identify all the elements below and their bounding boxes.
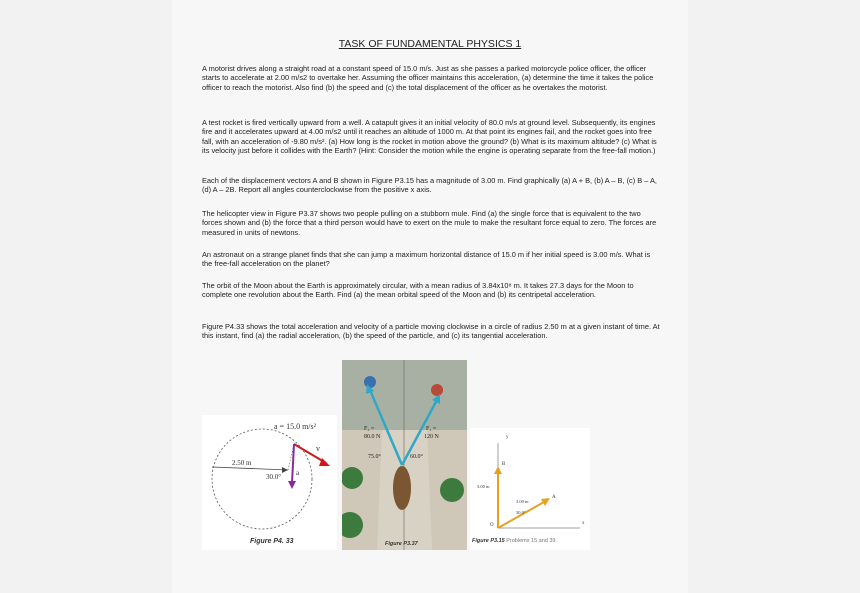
- figure-p4-33-diagram: [202, 415, 337, 550]
- document-page: [172, 0, 688, 593]
- problem-5-text: An astronaut on a strange planet finds that she can jump a maximum horizontal distance of 15.0 m if her initial speed is 3.00 m/s. What is the free-fall acceleration on the planet?: [202, 250, 651, 269]
- problem-4-text: The helicopter view in Figure P3.37 shows two people pulling on a stubborn mule. Find (a) the single force that is equivalent to the two forces shown and (b) the force that a third person would have to exert on the mule to make the resultant force equal to zero. The forces are measured in units of newtons.: [202, 209, 657, 237]
- acceleration-arrow: [292, 444, 294, 483]
- y-axis-label: y: [506, 435, 509, 440]
- angle-label: 30.0°: [266, 473, 282, 481]
- angle-60-label: 60.0°: [410, 454, 423, 460]
- vector-b-arrowhead: [494, 466, 502, 474]
- figure-p4-33-caption: Figure P4. 33: [250, 538, 294, 545]
- angle-label: 30.0°: [516, 510, 526, 515]
- acceleration-vector-label: a: [296, 469, 300, 477]
- vector-b-label: B: [502, 462, 506, 467]
- person-left: [364, 376, 376, 388]
- orbit-circle: [212, 429, 312, 529]
- f1-value: 120 N: [424, 434, 439, 440]
- problem-6-text: The orbit of the Moon about the Earth is approximately circular, with a mean radius of 3.84x10⁸ m. It takes 27.3 days for the Moon to complete one revolution about the Earth. Find (a) the mean orbital speed of the Moon and (b) its centripetal acceleration.: [202, 281, 634, 300]
- x-axis-label: x: [582, 521, 585, 526]
- mule: [393, 466, 411, 510]
- velocity-label: v: [316, 444, 320, 453]
- figure-p3-15-caption: [472, 538, 557, 544]
- person-right: [431, 384, 443, 396]
- figure-p3-37: [342, 360, 467, 550]
- figure-p4-33: [202, 415, 337, 550]
- f1-label: F₁ =: [426, 426, 437, 432]
- vector-a-label: A: [552, 495, 556, 500]
- f2-label: F₂ =: [364, 426, 375, 432]
- angle-75-label: 75.0°: [368, 454, 381, 460]
- vector-a: [498, 502, 544, 528]
- radius-line: [212, 467, 288, 470]
- figure-p3-15-caption-title: Figure P3.15: [472, 538, 505, 544]
- vector-a-length: 3.00 m: [516, 499, 529, 504]
- origin-label: O: [490, 523, 494, 528]
- acceleration-label: a = 15.0 m/s²: [274, 422, 317, 431]
- problem-3-text: Each of the displacement vectors A and B shown in Figure P3.15 has a magnitude of 3.00 m. Find graphically (a) A + B, (b) A – B, (c) B – A, (d) A – 2B. Report all angles counterclockwise from the positive x axis.: [202, 176, 657, 195]
- f2-value: 80.0 N: [364, 434, 381, 440]
- problem-1-text: A motorist drives along a straight road at a constant speed of 15.0 m/s. Just as she passes a parked motorcycle police officer, the officer starts to accelerate at 2.00 m/s2 to overtake her. Assuming the officer maintains this acceleration, (a) determine the time it takes the police officer to reach the motorist. Also find (b) the speed and (c) the total displacement of the officer as he overtakes the motorist.: [202, 64, 654, 92]
- bush-right: [440, 478, 464, 502]
- figure-p3-15-diagram: [470, 428, 590, 550]
- radius-arrowhead: [282, 467, 288, 473]
- figure-p3-37-diagram: [342, 360, 467, 550]
- vector-b-length: 3.00 m: [477, 484, 490, 489]
- problem-7-text: Figure P4.33 shows the total acceleration and velocity of a particle moving clockwise in a circle of radius 2.50 m at a given instant of time. At this instant, find (a) the radial acceleration, (b) the speed of the particle, and (c) its tangential acceleration.: [202, 322, 660, 341]
- document-title: TASK OF FUNDAMENTAL PHYSICS 1: [338, 38, 522, 50]
- grass-area: [342, 360, 467, 430]
- figure-p3-37-caption: Figure P3.37: [385, 541, 418, 547]
- figure-p3-15-caption-tail: Problems 15 and 39.: [506, 538, 558, 544]
- bush-left-top: [342, 467, 363, 489]
- acceleration-arrowhead: [288, 481, 296, 489]
- radius-label: 2.50 m: [232, 459, 252, 467]
- figure-p3-15: [470, 428, 590, 550]
- problem-2-text: A test rocket is fired vertically upward from a well. A catapult gives it an initial velocity of 80.0 m/s at ground level. Subsequently, its engines fire and it accelerates upward at 4.00 m/s2 until it reaches an altitude of 1000 m. At that point its engines fail, and the rocket goes into free fall, with an acceleration of -9.80 m/s². (a) How long is the rocket in motion above the ground? (b) What is its maximum altitude? (c) What is its velocity just before it collides with the Earth? (Hint: Consider the motion while the engine is operating separate from the free-fall motion.): [202, 118, 657, 156]
